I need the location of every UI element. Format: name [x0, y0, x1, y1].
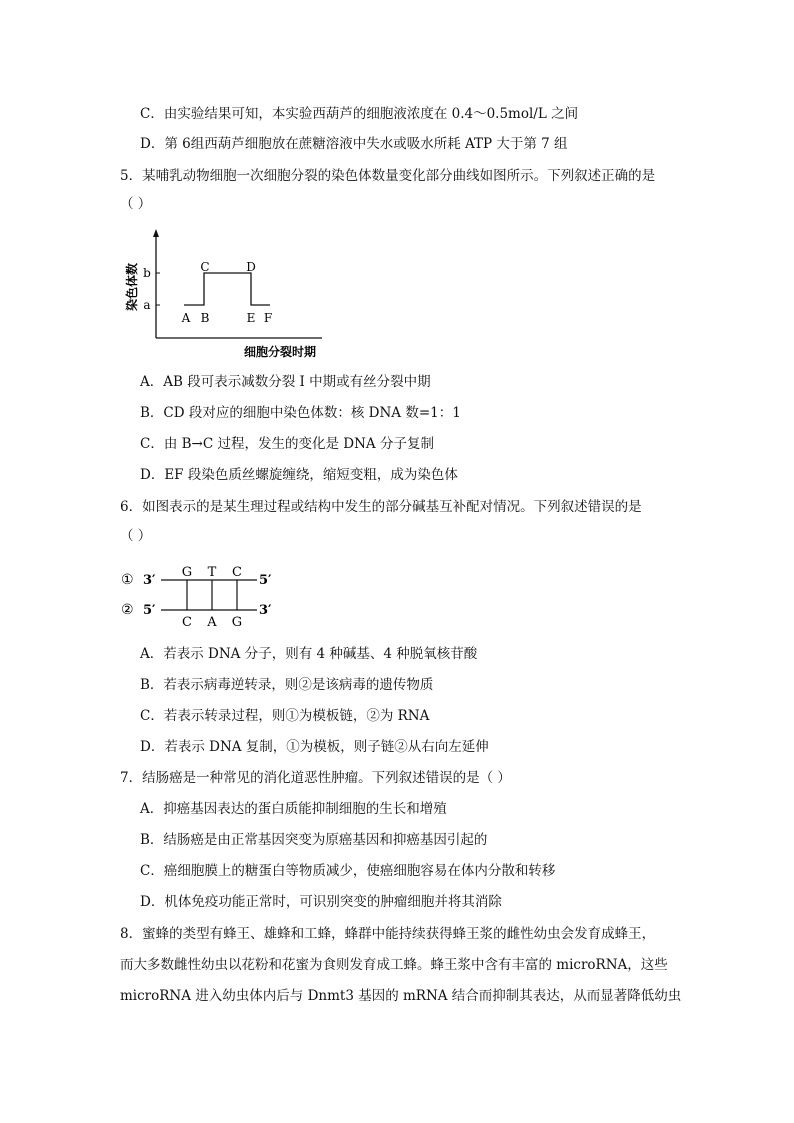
chromosome-curve [184, 273, 270, 305]
bottom-base: G [231, 615, 243, 630]
point-label-f: F [263, 311, 273, 325]
q7-option-b: B．结肠癌是由正常基因突变为原癌基因和抑癌基因引起的 [140, 832, 488, 848]
q6-option-a: A．若表示 DNA 分子，则有 4 种碱基、4 种脱氧核苷酸 [140, 646, 478, 662]
top-base: C [232, 565, 242, 580]
strand-2-left-end: 5′ [143, 603, 156, 618]
strand-1-left-end: 3′ [143, 573, 156, 588]
strand-1-right-end: 5′ [259, 573, 272, 588]
q6-option-b: B．若表示病毒逆转录，则②是该病毒的遗传物质 [140, 677, 434, 693]
q4-option-d: D．第 6组西葫芦细胞放在蔗糖溶液中失水或吸水所耗 ATP 大于第 7 组 [140, 136, 568, 152]
q5-chromosome-graph [110, 225, 340, 365]
q5-option-a: A．AB 段可表示减数分裂 I 中期或有丝分裂中期 [140, 374, 431, 390]
q5-stem: 5．某哺乳动物细胞一次细胞分裂的染色体数量变化部分曲线如图所示。下列叙述正确的是 [120, 168, 656, 184]
q6-base-pairing-diagram [115, 562, 295, 632]
q6-option-d: D．若表示 DNA 复制，①为模板，则子链②从右向左延伸 [140, 739, 489, 755]
point-label-c: C [200, 260, 210, 274]
ytick-b: b [143, 266, 151, 280]
q5-paren: （ ） [120, 196, 152, 212]
top-base: G [181, 565, 193, 580]
strand-2-number: ② [121, 602, 134, 618]
q6-stem: 6．如图表示的是某生理过程或结构中发生的部分碱基互补配对情况。下列叙述错误的是 [120, 499, 642, 515]
q8-line-2: 而大多数雌性幼虫以花粉和花蜜为食则发育成工蜂。蜂王浆中含有丰富的 microRNA，这些 [120, 957, 668, 973]
bottom-base: C [182, 615, 192, 630]
point-label-a: A [181, 311, 191, 325]
q7-option-c: C．癌细胞膜上的糖蛋白等物质减少，使癌细胞容易在体内分散和转移 [140, 863, 556, 879]
q5-option-c: C．由 B→C 过程，发生的变化是 DNA 分子复制 [140, 436, 434, 452]
q7-option-d: D．机体免疫功能正常时，可识别突变的肿瘤细胞并将其消除 [140, 894, 502, 910]
graph-ylabel: 染色体数 [125, 262, 139, 312]
point-label-e: E [246, 311, 256, 325]
q8-line-1: 8．蜜蜂的类型有蜂王、雄蜂和工蜂，蜂群中能持续获得蜂王浆的雌性幼虫会发育成蜂王， [120, 926, 656, 942]
q5-option-b: B．CD 段对应的细胞中染色体数：核 DNA 数=1：1 [140, 405, 461, 421]
q8-line-3: microRNA 进入幼虫体内后与 Dnmt3 基因的 mRNA 结合而抑制其表达，从而显著降低幼虫 [120, 988, 682, 1004]
graph-xlabel: 细胞分裂时期 [243, 345, 317, 359]
q7-option-a: A．抑癌基因表达的蛋白质能抑制细胞的生长和增殖 [140, 801, 447, 817]
q6-option-c: C．若表示转录过程，则①为模板链，②为 RNA [140, 708, 430, 724]
q5-option-d: D．EF 段染色质丝螺旋缠绕，缩短变粗，成为染色体 [140, 467, 458, 483]
top-base: T [207, 565, 217, 580]
q7-stem: 7．结肠癌是一种常见的消化道恶性肿瘤。下列叙述错误的是（ ） [120, 770, 511, 786]
point-label-d: D [246, 260, 256, 274]
q6-paren: （ ） [120, 528, 152, 544]
strand-1-number: ① [121, 572, 134, 588]
ytick-a: a [143, 298, 151, 312]
q4-option-c: C．由实验结果可知，本实验西葫芦的细胞液浓度在 0.4～0.5mol/L 之间 [140, 106, 579, 122]
bottom-base: A [207, 615, 217, 630]
point-label-b: B [200, 311, 210, 325]
strand-2-right-end: 3′ [259, 603, 272, 618]
